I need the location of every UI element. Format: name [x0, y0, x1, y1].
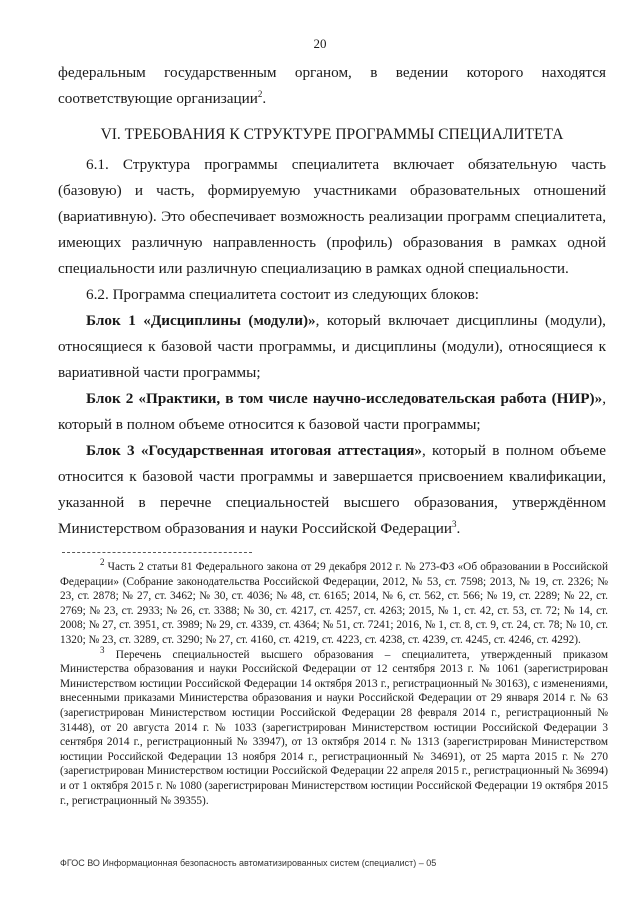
paragraph-intro-end: .	[262, 90, 267, 107]
footnote-2	[60, 557, 608, 648]
block-2-text: , который в полном объеме относится к базовой части программы;	[58, 390, 606, 433]
footnote-ref-3[interactable]: 3	[451, 518, 457, 529]
paragraph-block-1	[58, 308, 606, 386]
block-3-text: , который в полном объеме относится к базовой части программы и завершается присвоением квалификации, указанной в перечне специальностей высшего образования, утверждённом Министерством образования и науки Российской Федерации	[58, 442, 606, 537]
main-text	[58, 60, 606, 542]
paragraph-intro-text: федеральным государственным органом, в ведении которого находятся соответствующие организации	[58, 64, 606, 107]
footnotes	[60, 557, 608, 808]
page-footer: ФГОС ВО Информационная безопасность автоматизированных систем (специалист) – 05	[60, 858, 437, 868]
paragraph-6-2: 6.2. Программа специалитета состоит из следующих блоков:	[86, 286, 479, 303]
section-heading: VI. ТРЕБОВАНИЯ К СТРУКТУРЕ ПРОГРАММЫ СПЕЦИАЛИТЕТА	[100, 126, 564, 143]
paragraph-intro	[58, 60, 606, 112]
footnote-3-mark: 3	[100, 644, 105, 655]
block-3-end: .	[456, 520, 461, 537]
footnote-separator	[62, 552, 252, 553]
footnote-2-text: Часть 2 статьи 81 Федерального закона от 29 декабря 2012 г. № 273-ФЗ «Об образовании в Российской Федерации» (Собрание законодательства Российской Федерации, 2012, № 53, ст. 7598; 2013, № 19, ст. 2326; № 23, ст. 2878; № 27, ст. 3462; № 30, ст. 4036; № 48, ст. 6165; 2014, № 6, ст. 562, ст. 566; № 19, ст. 2289; № 22, ст. 2769; № 23, ст. 2933; № 26, ст. 3388; № 30, ст. 4217, ст. 4257, ст. 4263; 2015, № 1, ст. 42, ст. 53, ст. 72; № 14, ст. 2008; № 27, ст. 3951, ст. 3989; № 29, ст. 4339, ст. 4364; № 51, ст. 7241; 2016, № 1, ст. 8, ст. 9, ст. 24, ст. 78; № 10, ст. 1320; № 23, ст. 3289, ст. 3290; № 27, ст. 4160, ст. 4219, ст. 4223, ст. 4238, ст. 4239, ст. 4245, ст. 4246, ст. 4292).	[60, 561, 608, 646]
footnote-3	[60, 644, 608, 809]
page-number: 20	[313, 36, 327, 51]
block-1-text: , который включает дисциплины (модули), относящиеся к базовой части программы, и дисциплины (модули), относящиеся к вариативной части программы;	[58, 312, 606, 381]
paragraph-block-2	[58, 386, 606, 438]
block-3-title: Блок 3 «Государственная итоговая аттестация»	[86, 442, 422, 459]
footnote-2-mark: 2	[100, 557, 105, 568]
paragraph-block-3	[58, 438, 606, 542]
block-1-title: Блок 1 «Дисциплины (модули)»	[86, 312, 316, 329]
footnote-ref-2[interactable]: 2	[257, 88, 263, 99]
block-2-title: Блок 2 «Практики, в том числе научно-исследовательская работа (НИР)»	[86, 390, 603, 407]
footnote-3-text: Перечень специальностей высшего образования – специалитета, утвержденный приказом Министерства образования и науки Российской Федерации от 12 сентября 2013 г. № 1061 (зарегистрирован Министерством юстиции Российской Федерации 14 октября 2013 г., регистрационный № 30163), с изменениями, внесенными приказами Министерства образования и науки Российской Федерации от 29 января 2014 г. № 63 (зарегистрирован Министерством юстиции Российской Федерации 28 февраля 2014 г., регистрационный № 31448), от 20 августа 2014 г. № 1033 (зарегистрирован Министерством юстиции Российской Федерации 3 сентября 2014 г., регистрационный № 33947), от 13 октября 2014 г. № 1313 (зарегистрирован Министерством юстиции Российской Федерации 13 ноября 2014 г., регистрационный № 34691), от 25 марта 2015 г. № 270 (зарегистрирован Министерством юстиции Российской Федерации 22 апреля 2015 г., регистрационный № 36994) и от 1 октября 2015 г. № 1080 (зарегистрирован Министерством юстиции Российской Федерации 19 октября 2015 г., регистрационный № 39355).	[60, 648, 608, 807]
paragraph-6-1: 6.1. Структура программы специалитета включает обязательную часть (базовую) и часть, формируемую участниками образовательных отношений (вариативную). Это обеспечивает возможность реализации программ специалитета, имеющих различную направленность (профиль) образования в рамках одной специальности или различную специализацию в рамках одной специальности.	[58, 156, 606, 277]
